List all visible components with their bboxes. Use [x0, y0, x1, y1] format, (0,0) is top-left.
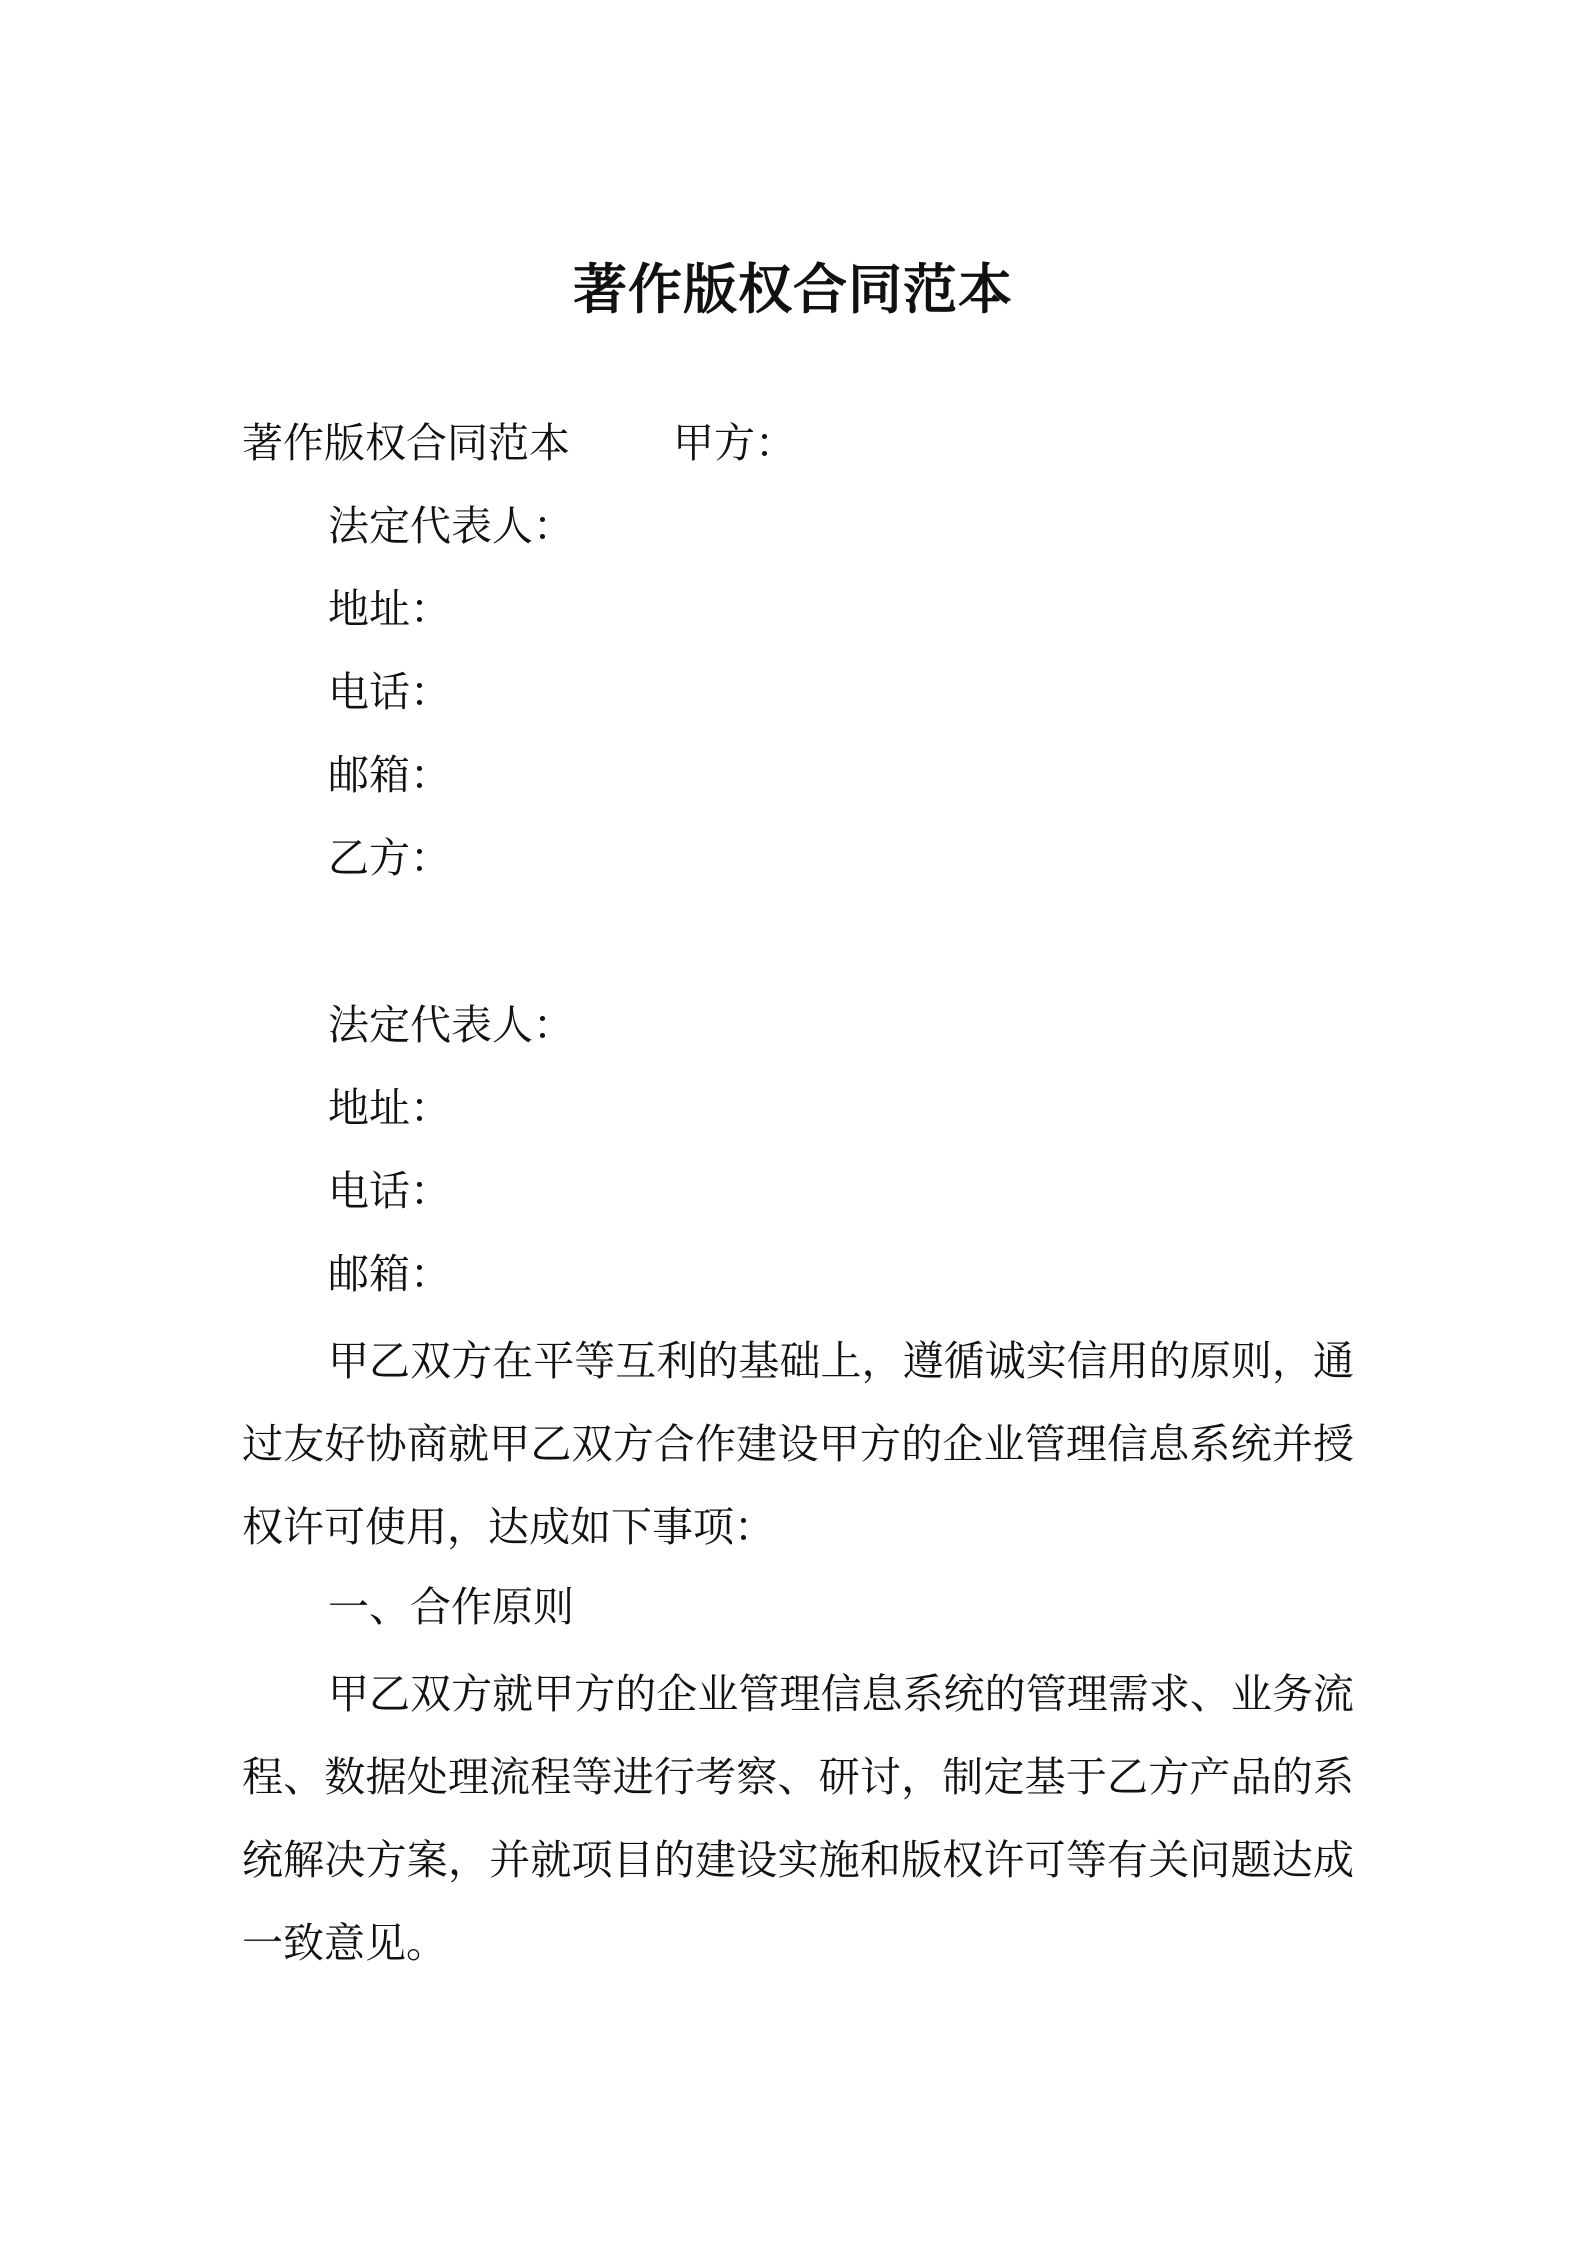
document-title: 著作版权合同范本	[573, 258, 1013, 321]
party-b-label: 乙方：	[328, 834, 451, 882]
section1-heading: 一、合作原则	[328, 1583, 574, 1631]
party-b-email-label: 邮箱：	[328, 1250, 451, 1298]
party-b-phone-label: 电话：	[328, 1167, 451, 1215]
section1-paragraph: 甲乙双方就甲方的企业管理信息系统的管理需求、业务流程、数据处理流程等进行考察、研讨，制定基于乙方产品的系统解决方案，并就项目的建设实施和版权许可等有关问题达成一致意见。	[242, 1670, 1354, 1967]
party-a-address-label: 地址：	[328, 585, 451, 633]
party-b-address-label: 地址：	[328, 1084, 451, 1132]
party-b-rep-label: 法定代表人：	[328, 1001, 574, 1049]
party-a-label: 甲方：	[673, 419, 796, 467]
intro-paragraph: 甲乙双方在平等互利的基础上，遵循诚实信用的原则，通过友好协商就甲乙双方合作建设甲方的企业管理信息系统并授权许可使用，达成如下事项：	[242, 1337, 1354, 1551]
party-a-rep-label: 法定代表人：	[328, 502, 574, 550]
party-a-phone-label: 电话：	[328, 668, 451, 716]
party-a-email-label: 邮箱：	[328, 751, 451, 799]
header-contract-name: 著作版权合同范本	[242, 419, 570, 467]
